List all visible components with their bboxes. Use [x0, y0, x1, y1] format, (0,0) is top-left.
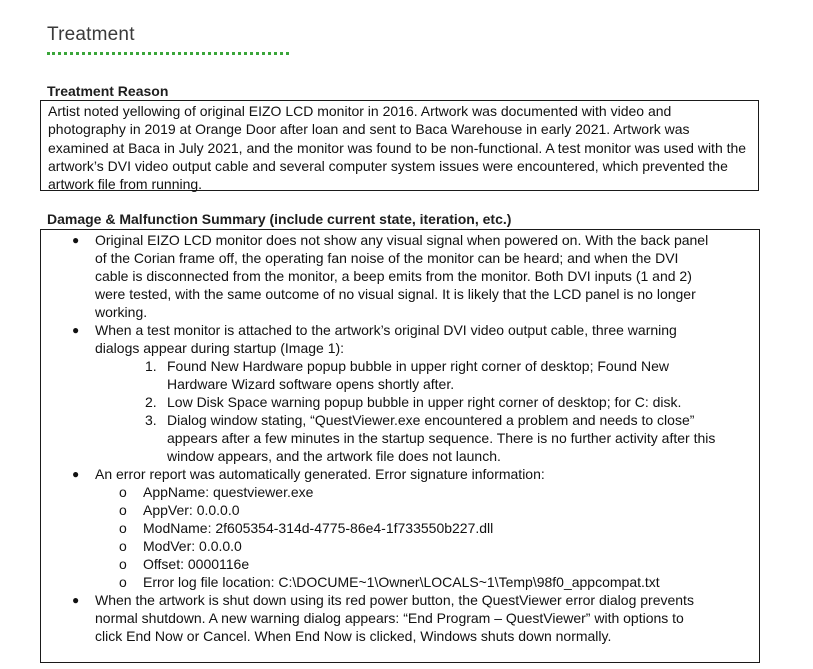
numbered-item-1-line-1: Found New Hardware popup bubble in upper right corner of desktop; Found New	[167, 358, 669, 374]
sub-bullet-marker: o	[119, 484, 127, 500]
numbered-item-3-line-1: Dialog window stating, “QuestViewer.exe encountered a problem and needs to close”	[167, 412, 695, 428]
numbered-item-3-line-3: window appears, and the artwork file does not launch.	[167, 448, 501, 464]
damage-item-1-line-1: Original EIZO LCD monitor does not show any visual signal when powered on. With the back panel	[95, 232, 709, 248]
bullet-marker: ●	[72, 233, 80, 247]
sub-bullet-marker: o	[119, 538, 127, 554]
bullet-marker: ●	[72, 467, 80, 481]
sub-bullet-marker: o	[119, 556, 127, 572]
error-modver: ModVer: 0.0.0.0	[143, 538, 242, 554]
sub-bullet-marker: o	[119, 502, 127, 518]
numbered-item-1-line-2: Hardware Wizard software opens shortly after.	[167, 376, 455, 392]
damage-item-4-line-1: When the artwork is shut down using its red power button, the QuestViewer error dialog prevents	[95, 592, 694, 608]
damage-item-1-line-5: working.	[95, 304, 148, 320]
damage-item-1-line-4: were tested, with the same outcome of no visual signal. It is likely that the LCD panel is no longer	[95, 286, 696, 302]
error-modname: ModName: 2f605354-314d-4775-86e4-1f733550b227.dll	[143, 520, 494, 536]
damage-item-4-line-2: normal shutdown. A new warning dialog appears: “End Program – QuestViewer” with options to	[95, 610, 684, 626]
sub-bullet-marker: o	[119, 574, 127, 590]
bullet-marker: ●	[72, 323, 80, 337]
title-underline	[47, 52, 289, 55]
sub-bullet-marker: o	[119, 520, 127, 536]
numbered-marker: 1.	[145, 358, 157, 374]
error-appname: AppName: questviewer.exe	[143, 484, 314, 500]
damage-item-2-line-2: dialogs appear during startup (Image 1):	[95, 340, 345, 356]
damage-item-2-line-1: When a test monitor is attached to the artwork’s original DVI video output cable, three warning	[95, 322, 677, 338]
damage-item-1-line-3: cable is disconnected from the monitor, a beep emits from the monitor. Both DVI inputs (1 and 2)	[95, 268, 692, 284]
treatment-reason-heading: Treatment Reason	[47, 83, 169, 99]
numbered-item-3-line-2: appears after a few minutes in the startup sequence. There is no further activity after this	[167, 430, 716, 446]
error-offset: Offset: 0000116e	[143, 556, 250, 572]
section-title: Treatment	[47, 24, 135, 45]
treatment-reason-text: Artist noted yellowing of original EIZO LCD monitor in 2016. Artwork was documented with video and photography in 2019 at Orange Door after loan and sent to Baca Warehouse in early 2021. Artwork was examined at Baca in July 2021, and the monitor was found to be non-functional. A test monitor was used with the artwork’s DVI video output cable and several computer system issues were encountered, which prevented the artwork file from running.	[48, 103, 747, 193]
damage-item-3-line-1: An error report was automatically generated. Error signature information:	[95, 466, 545, 482]
damage-item-4-line-3: click End Now or Cancel. When End Now is clicked, Windows shuts down normally.	[95, 628, 612, 644]
numbered-item-2-line-1: Low Disk Space warning popup bubble in upper right corner of desktop; for C: disk.	[167, 394, 682, 410]
numbered-marker: 2.	[145, 394, 157, 410]
error-log-location: Error log file location: C:\DOCUME~1\Owner\LOCALS~1\Temp\98f0_appcompat.txt	[143, 574, 660, 590]
damage-item-1-line-2: of the Corian frame off, the operating fan noise of the monitor can be heard; and when the DVI	[95, 250, 679, 266]
error-appver: AppVer: 0.0.0.0	[143, 502, 240, 518]
treatment-reason-box	[40, 100, 759, 191]
damage-summary-heading: Damage & Malfunction Summary (include current state, iteration, etc.)	[47, 211, 512, 227]
numbered-marker: 3.	[145, 412, 157, 428]
bullet-marker: ●	[72, 593, 80, 607]
